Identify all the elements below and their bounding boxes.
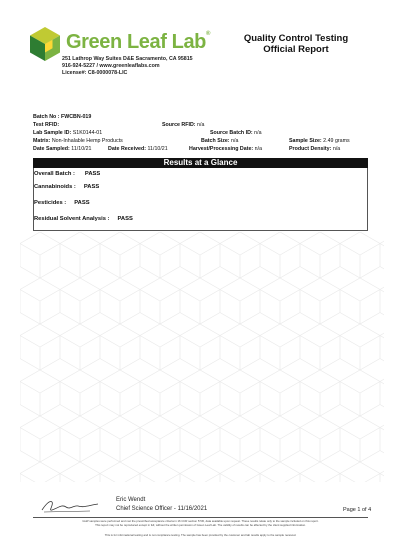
sample-size: Sample Size: 2.49 grams: [289, 138, 350, 144]
result-pesticides: Pesticides : PASS: [34, 200, 90, 206]
cube-logo-icon: [30, 27, 60, 61]
matrix: Matrix: Non-Inhalable Hemp Products: [33, 138, 123, 144]
date-sampled: Date Sampled: 11/10/21: [33, 146, 92, 152]
footer-note-3: This is for informational testing and is not compliance testing. The sample has been provided by the customer and lab results apply to the sample received.: [104, 533, 297, 537]
page-number: Page 1 of 4: [343, 507, 372, 513]
report-title: Quality Control Testing: [243, 33, 349, 44]
harvest-date: Harvest/Processing Date: n/a: [189, 146, 263, 152]
lab-address: 251 Lathrop Way Suites D&E Sacramento, CA 95815: [62, 56, 193, 62]
results-heading: Results at a Glance: [33, 158, 368, 168]
signer-role: Chief Science Officer - 11/16/2021: [116, 506, 208, 512]
report-subtitle: Official Report: [263, 44, 329, 55]
batch-no: Batch No : FWCBN-019: [33, 114, 92, 120]
footer-note-2: This report may not be reproduced except in full, without the written permission of Green Leaf Lab. The validity of results can be affected by the client supplied information.: [95, 523, 306, 527]
result-cannabinoids: Cannabinoids : PASS: [34, 184, 100, 190]
product-density: Product Density: n/a: [289, 146, 341, 152]
result-residual-solvent: Residual Solvent Analysis : PASS: [34, 216, 133, 222]
lab-contact: 916-924-5227 / www.greenleaflabs.com: [62, 63, 160, 69]
brand-logo-text: Green Leaf Lab®: [66, 31, 211, 53]
batch-size: Batch Size: n/a: [201, 138, 239, 144]
source-rfid: Source RFID: n/a: [162, 122, 205, 128]
background-pattern: [20, 232, 384, 482]
result-overall-batch: Overall Batch : PASS: [34, 171, 101, 177]
footer-note-1: GLW samples were performed and met the prescribed acceptance criteria in 16 CCR section 5730, data available upon request. These results relate only to the sample included on this report.: [82, 519, 319, 523]
signature-image: [40, 496, 102, 516]
report-header: [0, 0, 400, 80]
lab-sample-id: Lab Sample ID: S1K0144-01: [33, 130, 103, 136]
footer-divider: [33, 517, 368, 518]
lab-license: License#: C8-0000078-LIC: [62, 70, 128, 76]
signer-name: Eric Wendt: [116, 497, 146, 503]
test-rfid: Test RFID:: [33, 122, 60, 128]
date-received: Date Received: 11/10/21: [108, 146, 168, 152]
source-batch-id: Source Batch ID: n/a: [210, 130, 262, 136]
